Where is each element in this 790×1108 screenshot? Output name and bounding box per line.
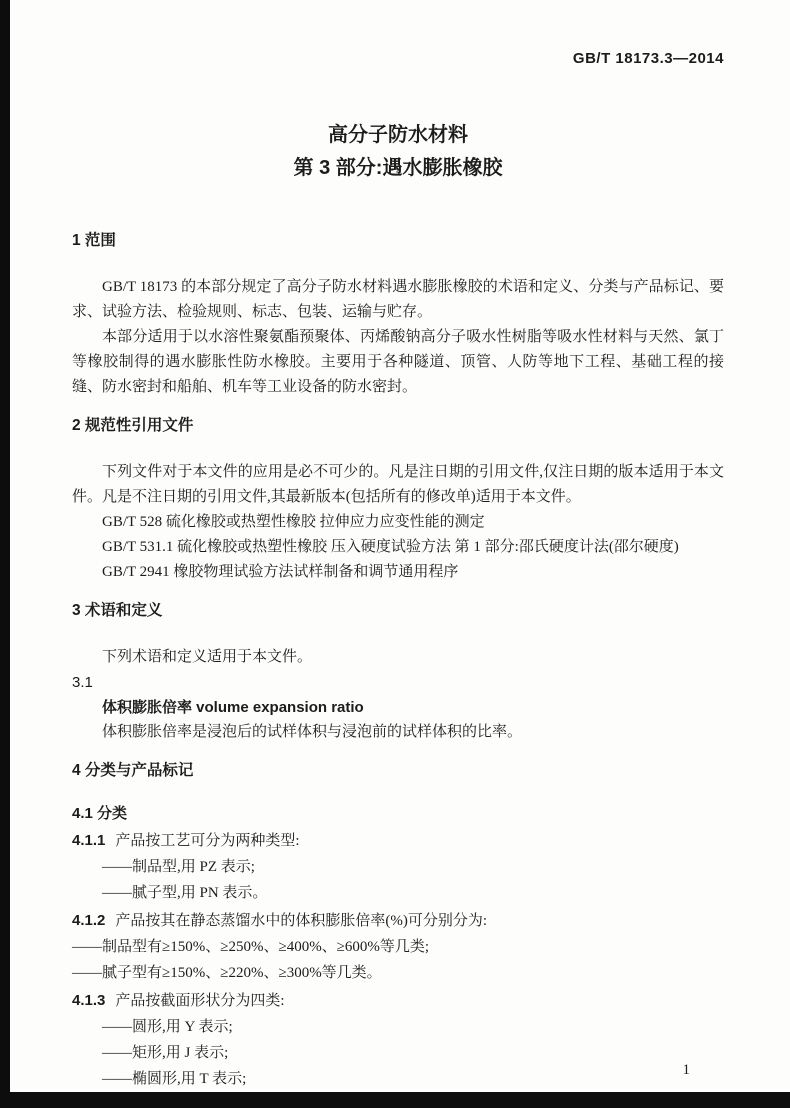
clause-3-1-number: 3.1 [72,674,93,691]
term-entry: 体积膨胀倍率 volume expansion ratio [102,699,364,716]
page-number: 1 [682,1062,690,1078]
section-4-heading: 4 分类与产品标记 [72,762,194,779]
section-1-paragraph-1: GB/T 18173 的本部分规定了高分子防水材料遇水膨胀橡胶的术语和定义、分类与产品标记、要求、试验方法、检验规则、标志、包装、运输与贮存。 [72,279,724,320]
document-title-line1: 高分子防水材料 [328,124,468,146]
list-item: ——腻子型,用 PN 表示。 [102,885,268,901]
clause-4-1-3 [72,988,724,1014]
scan-edge-left [0,0,10,1108]
clause-4-1-1-number: 4.1.1 [72,832,106,849]
clause-4-1-3-text: 产品按截面形状分为四类: [115,993,285,1009]
clause-4-1-2 [72,908,724,934]
section-3-intro: 下列术语和定义适用于本文件。 [102,649,313,665]
clause-4-1-1-text: 产品按工艺可分为两种类型: [115,833,300,849]
list-item: ——腻子型有≥150%、≥220%、≥300%等几类。 [72,965,382,981]
scan-edge-bottom [0,1092,790,1108]
list-item: ——圆形,用 Y 表示; [102,1019,233,1035]
normative-reference: GB/T 528 硫化橡胶或热塑性橡胶 拉伸应力应变性能的测定 [102,514,485,530]
standard-number: GB/T 18173.3—2014 [572,50,724,67]
normative-reference: GB/T 2941 橡胶物理试验方法试样制备和调节通用程序 [102,564,459,580]
term-definition: 体积膨胀倍率是浸泡后的试样体积与浸泡前的试样体积的比率。 [102,724,523,740]
normative-reference: GB/T 531.1 硫化橡胶或热塑性橡胶 压入硬度试验方法 第 1 部分:邵氏硬度计法(邵尔硬度) [102,539,679,555]
document-title-line2: 第 3 部分:遇水膨胀橡胶 [293,157,503,179]
section-2-heading: 2 规范性引用文件 [72,417,194,434]
section-3-heading: 3 术语和定义 [72,602,163,619]
clause-4-1-3-number: 4.1.3 [72,992,106,1009]
page-content [72,0,724,1092]
list-item: ——制品型有≥150%、≥250%、≥400%、≥600%等几类; [72,939,430,955]
list-item: ——椭圆形,用 T 表示; [102,1071,247,1087]
section-2-paragraph-1: 下列文件对于本文件的应用是必不可少的。凡是注日期的引用文件,仅注日期的版本适用于本文件。凡是不注日期的引用文件,其最新版本(包括所有的修改单)适用于本文件。 [72,464,724,505]
clause-4-1-heading: 4.1 分类 [72,805,128,822]
section-1-heading: 1 范围 [72,232,116,249]
clause-4-1-2-number: 4.1.2 [72,912,106,929]
clause-4-1-2-text: 产品按其在静态蒸馏水中的体积膨胀倍率(%)可分别分为: [115,913,488,929]
clause-4-1-1 [72,828,724,854]
section-1-paragraph-2: 本部分适用于以水溶性聚氨酯预聚体、丙烯酸钠高分子吸水性树脂等吸水性材料与天然、氯丁等橡胶制得的遇水膨胀性防水橡胶。主要用于各种隧道、顶管、人防等地下工程、基础工程的接缝、防水密封和船舶、机车等工业设备的防水密封。 [72,329,724,395]
list-item: ——矩形,用 J 表示; [102,1045,229,1061]
document-title [72,119,724,185]
list-item: ——制品型,用 PZ 表示; [102,859,255,875]
